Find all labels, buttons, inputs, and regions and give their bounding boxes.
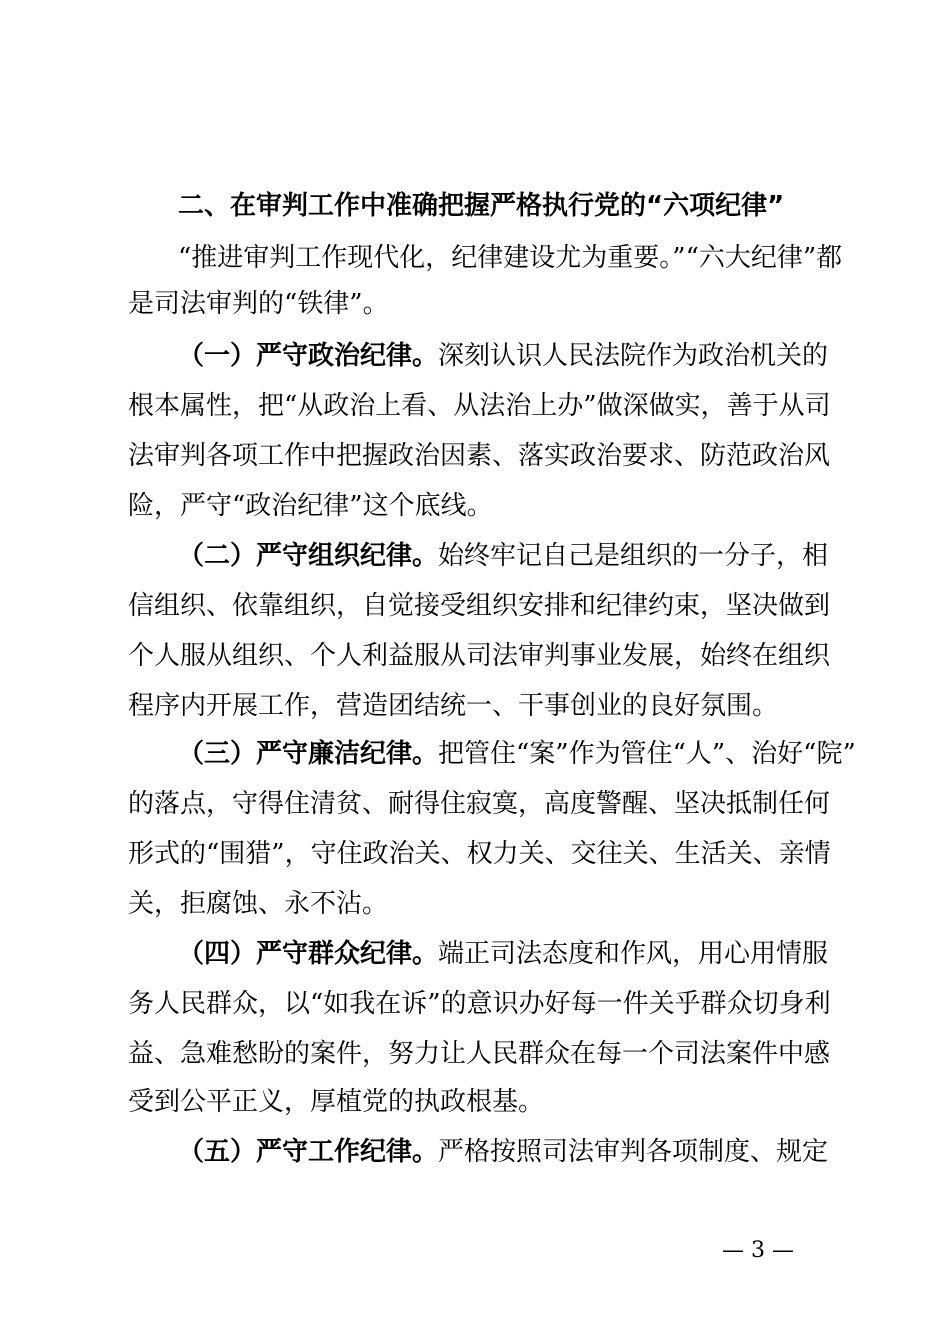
page-number: — 3 — (722, 1238, 794, 1263)
item-1-line-2: 根本属性，把“从政治上看、从法治上办”做深做实，善于从司 (128, 391, 831, 421)
intro-line-1: “推进审判工作现代化，纪律建设尤为重要。”“六大纪律”都 (178, 243, 843, 273)
item-4-text: 端正司法态度和作风，用心用情服 (438, 939, 829, 969)
item-3-line-3: 形式的“围猎”，守住政治关、权力关、交往关、生活关、亲情 (128, 839, 831, 869)
item-3-first-line (178, 734, 856, 774)
item-3-line-4: 关，拒腐蚀、永不沾。 (128, 889, 389, 919)
item-2-text: 始终牢记自己是组织的一分子，相 (438, 541, 829, 571)
item-1-first-line (178, 336, 828, 376)
item-2-line-2: 信组织、依靠组织，自觉接受组织安排和纪律约束，坚决做到 (128, 591, 831, 621)
item-3-title: （三）严守廉洁纪律。 (178, 739, 439, 769)
item-5-title: （五）严守工作纪律。 (178, 1137, 439, 1167)
item-1-title: （一）严守政治纪律。 (178, 341, 439, 371)
section-heading: 二、在审判工作中准确把握严格执行党的“六项纪律” (178, 191, 785, 221)
item-4-line-2: 务人民群众，以“如我在诉”的意识办好每一件关乎群众切身利 (128, 989, 831, 1019)
item-5-text: 严格按照司法审判各项制度、规定 (438, 1137, 829, 1167)
item-4-line-4: 受到公平正义，厚植党的执政根基。 (128, 1087, 545, 1117)
intro-line-2: 是司法审判的“铁律”。 (128, 289, 389, 319)
item-1-text: 深刻认识人民法院作为政治机关的 (438, 341, 829, 371)
item-1-line-3: 法审判各项工作中把握政治因素、落实政治要求、防范政治风 (128, 441, 831, 471)
item-1-line-4: 险，严守“政治纪律”这个底线。 (128, 491, 493, 521)
item-2-first-line (178, 536, 828, 576)
item-4-line-3: 益、急难愁盼的案件，努力让人民群众在每一个司法案件中感 (128, 1039, 831, 1069)
item-2-line-4: 程序内开展工作，营造团结统一、干事创业的良好氛围。 (128, 691, 779, 721)
item-2-line-3: 个人服从组织、个人利益服从司法审判事业发展，始终在组织 (128, 641, 831, 671)
item-3-text: 把管住“案”作为管住“人”、治好“院” (438, 739, 856, 769)
item-2-title: （二）严守组织纪律。 (178, 541, 439, 571)
item-5-first-line (178, 1132, 828, 1172)
item-4-first-line (178, 934, 828, 974)
item-4-title: （四）严守群众纪律。 (178, 939, 439, 969)
item-3-line-2: 的落点，守得住清贫、耐得住寂寞，高度警醒、坚决抵制任何 (128, 789, 831, 819)
